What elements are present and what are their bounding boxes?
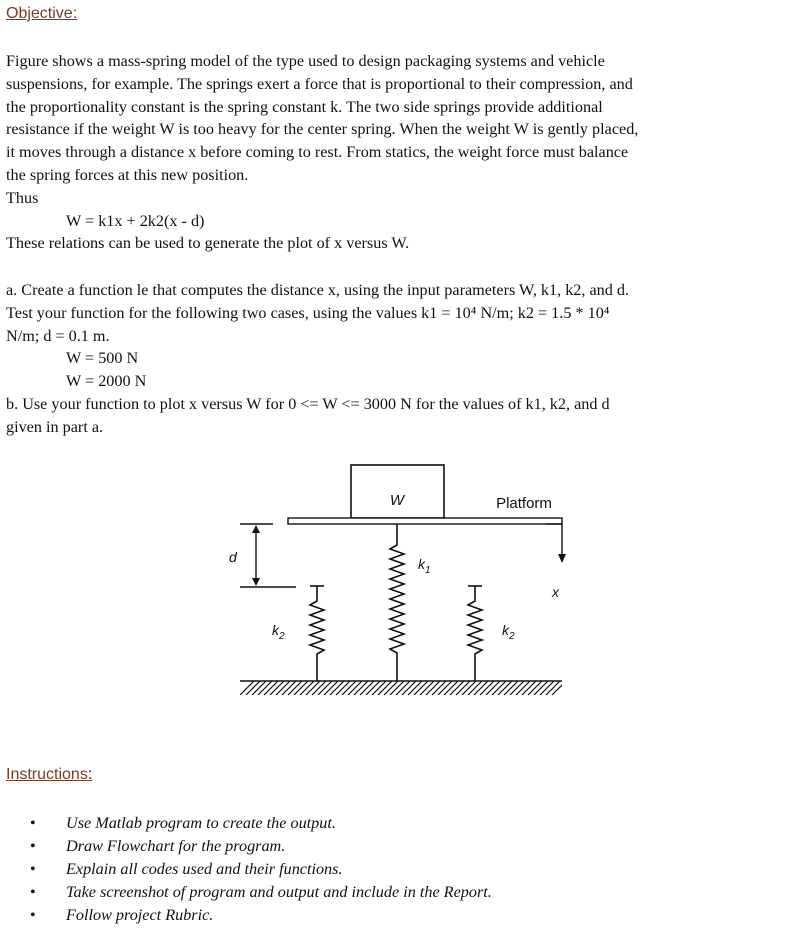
part-b-line: given in part a. (6, 417, 104, 436)
intro-line: Thus (6, 188, 39, 207)
list-item: • Use Matlab program to create the output. (30, 812, 770, 835)
ground-hatching (240, 681, 566, 695)
objective-heading: Objective: (6, 5, 78, 22)
list-item: • Explain all codes used and their functions. (30, 858, 770, 881)
bullet-glyph: • (30, 906, 36, 924)
d-label: d (229, 549, 237, 565)
intro-line: Figure shows a mass-spring model of the type used to design packaging systems and vehicle (6, 52, 605, 70)
instructions-list (30, 812, 770, 927)
intro-paragraph (6, 50, 786, 255)
platform-plate (288, 518, 562, 524)
equation: W = k1x + 2k2(x - d) (66, 211, 205, 230)
intro-line: it moves through a distance x before coming to rest. From statics, the weight force must balance (6, 143, 629, 162)
intro-line: suspensions, for example. The springs exert a force that is proportional to their compression, and (6, 74, 633, 93)
case-item: W = 2000 N (66, 372, 147, 391)
intro-line: resistance if the weight W is too heavy for the center spring. When the weight W is gently placed, (6, 120, 639, 139)
d-arrow-head-down (252, 578, 260, 586)
part-b-line: b. Use your function to plot x versus W for 0 <= W <= 3000 N for the values of k1, k2, and d (6, 394, 610, 413)
bullet-glyph: • (30, 837, 36, 855)
mass-spring-diagram (228, 455, 573, 710)
k2-right-label: $k_2$ (502, 622, 515, 642)
intro-line: the spring forces at this new position. (6, 165, 249, 184)
x-label: x (552, 584, 559, 600)
intro-line: the proportionality constant is the spring constant k. The two side springs provide additional (6, 97, 603, 116)
relations-line: These relations can be used to generate the plot of x versus W. (6, 234, 410, 253)
weight-label: W (389, 492, 405, 509)
left-spring (310, 586, 324, 681)
list-item: • Draw Flowchart for the program. (30, 835, 770, 858)
d-arrow-head-up (252, 525, 260, 533)
part-a-line: N/m; d = 0.1 m. (6, 326, 110, 345)
bullet-glyph: • (30, 814, 36, 832)
part-a-line: a. Create a function le that computes the distance x, using the input parameters W, k1, k2, and d. (6, 281, 630, 299)
list-item: • Take screenshot of program and output and include in the Report. (30, 881, 770, 904)
bullet-glyph: • (30, 860, 36, 878)
platform-label: Platform (496, 495, 552, 512)
center-spring (390, 524, 404, 681)
part-a-line: Test your function for the following two cases, using the values k1 = 10⁴ N/m; k2 = 1.5 * 10⁴ (6, 303, 610, 322)
list-item: • Follow project Rubric. (30, 904, 770, 927)
x-arrow-head (558, 554, 566, 563)
k1-label: $k_1$ (418, 556, 431, 576)
k2-left-label: $k_2$ (272, 622, 285, 642)
right-spring (468, 586, 482, 681)
instructions-heading: Instructions: (6, 766, 93, 783)
tasks-paragraph (6, 279, 786, 439)
case-item: W = 500 N (66, 349, 139, 368)
bullet-glyph: • (30, 883, 36, 901)
